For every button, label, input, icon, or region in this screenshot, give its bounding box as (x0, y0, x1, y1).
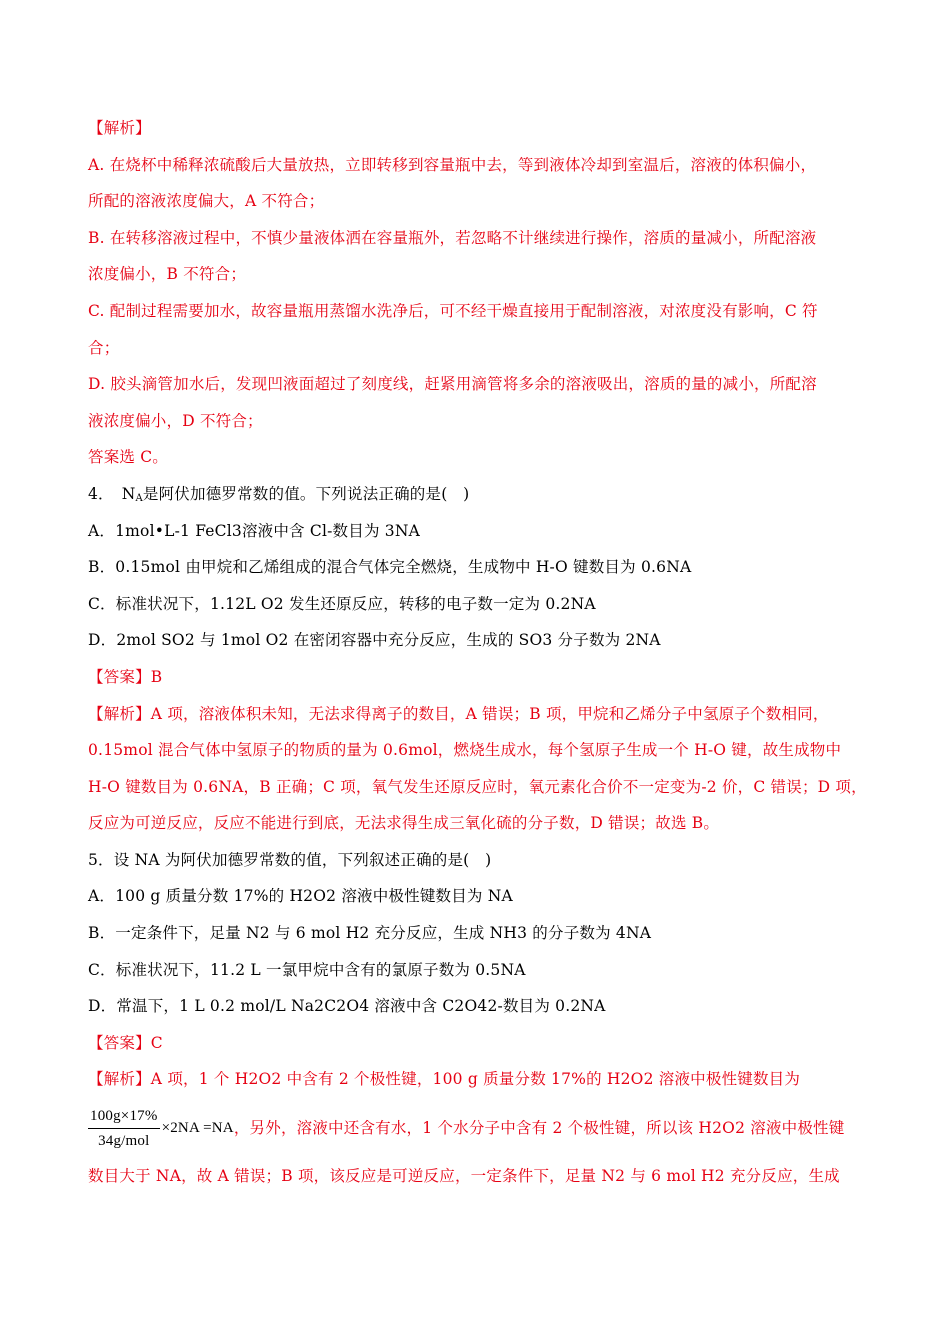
question-4-answer: 【答案】B (88, 667, 163, 686)
formula-numerator: 100g×17% (88, 1106, 160, 1129)
question-4-stem (88, 476, 878, 513)
question-5-formula-line (88, 1098, 878, 1158)
subscript-a: A (135, 492, 143, 504)
analysis-option-d-line1: D. 胶头滴管加水后，发现凹液面超过了刻度线，赶紧用滴管将多余的溶液吸出，溶质的量的减小，所配溶 (88, 375, 817, 394)
question-5-analysis-line3: 数目大于 NA，故 A 错误；B 项，该反应是可逆反应，一定条件下，足量 N2 与 6 mol H2 充分反应，生成 (88, 1167, 840, 1186)
analysis-conclusion: 答案选 C。 (88, 448, 168, 467)
analysis-option-b-line1: B. 在转移溶液过程中，不慎少量液体洒在容量瓶外，若忽略不计继续进行操作，溶质的量减小，所配溶液 (88, 228, 817, 247)
analysis-option-c-line2: 合； (88, 338, 120, 357)
document-page (88, 110, 878, 1195)
question-4-stem-post: 是阿伏加德罗常数的值。下列说法正确的是( ) (142, 484, 470, 503)
question-5-option-d: D．常温下，1 L 0.2 mol/L Na2C2O4 溶液中含 C2O42-数目为 0.2NA (88, 997, 606, 1016)
analysis-option-a-line1: A. 在烧杯中稀释浓硫酸后大量放热，立即转移到容量瓶中去，等到液体冷却到室温后，溶液的体积偏小， (88, 155, 817, 174)
question-5-option-c: C．标准状况下，11.2 L 一氯甲烷中含有的氯原子数为 0.5NA (88, 960, 526, 979)
question-4-analysis-line3: H-O 键数目为 0.6NA，B 正确；C 项，氧气发生还原反应时，氧元素化合价不一定变为-2 价，C 错误；D 项， (88, 777, 867, 796)
question-5-stem: 5．设 NA 为阿伏加德罗常数的值，下列叙述正确的是( ) (88, 850, 492, 869)
question-5-analysis-line2: ，另外，溶液中还含有水，1 个水分子中含有 2 个极性键，所以该 H2O2 溶液中极性键 (233, 1118, 845, 1137)
question-5-option-b: B．一定条件下，足量 N2 与 6 mol H2 充分反应，生成 NH3 的分子数为 4NA (88, 924, 652, 943)
formula-rest: ×2NA =NA (161, 1119, 234, 1136)
question-4-option-a: A．1mol•L-1 FeCl3溶液中含 Cl-数目为 3NA (88, 521, 420, 540)
question-4-option-d: D．2mol SO2 与 1mol O2 在密闭容器中充分反应，生成的 SO3 分子数为 2NA (88, 631, 661, 650)
question-4-option-c: C．标准状况下，1.12L O2 发生还原反应，转移的电子数一定为 0.2NA (88, 594, 596, 613)
analysis-option-a-line2: 所配的溶液浓度偏大，A 不符合； (88, 192, 325, 211)
analysis-option-b-line2: 浓度偏小，B 不符合； (88, 265, 247, 284)
question-5-option-a: A．100 g 质量分数 17%的 H2O2 溶液中极性键数目为 NA (88, 887, 513, 906)
question-4-analysis-line2: 0.15mol 混合气体中氢原子的物质的量为 0.6mol，燃烧生成水，每个氢原子生成一个 H-O 键，故生成物中 (88, 741, 842, 760)
analysis-header: 【解析】 (88, 119, 151, 137)
question-4-analysis-line1: 【解析】A 项，溶液体积未知，无法求得离子的数目，A 错误；B 项，甲烷和乙烯分子中氢原子个数相同， (88, 704, 829, 723)
analysis-option-c-line1: C. 配制过程需要加水，故容量瓶用蒸馏水洗净后，可不经干燥直接用于配制溶液，对浓度没有影响，C 符 (88, 301, 818, 320)
question-4-analysis-line4: 反应为可逆反应，反应不能进行到底，无法求得生成三氧化硫的分子数，D 错误；故选 B。 (88, 814, 720, 833)
analysis-option-d-line2: 液浓度偏小，D 不符合； (88, 411, 263, 430)
formula-fraction (88, 1106, 160, 1151)
question-5-analysis-line1: 【解析】A 项，1 个 H2O2 中含有 2 个极性键，100 g 质量分数 17%的 H2O2 溶液中极性键数目为 (88, 1070, 801, 1089)
question-4-stem-pre: 4． N (88, 484, 136, 503)
question-4-option-b: B．0.15mol 由甲烷和乙烯组成的混合气体完全燃烧，生成物中 H-O 键数目为 0.6NA (88, 558, 692, 577)
formula-denominator: 34g/mol (98, 1132, 150, 1149)
question-5-answer: 【答案】C (88, 1033, 163, 1052)
